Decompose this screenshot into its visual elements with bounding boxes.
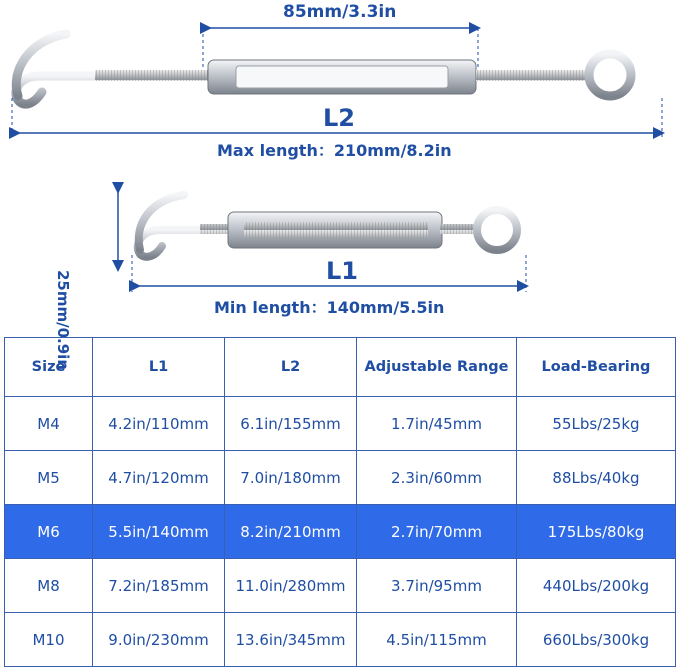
cell-range: 3.7in/95mm xyxy=(357,559,517,613)
min-length-label: Min length：140mm/5.5in xyxy=(214,298,445,317)
cell-load: 440Lbs/200kg xyxy=(517,559,676,613)
cell-l2: 7.0in/180mm xyxy=(225,451,357,505)
header-l2: L2 xyxy=(225,338,357,397)
cell-l1: 9.0in/230mm xyxy=(93,613,225,667)
table-row xyxy=(5,451,676,505)
cell-load: 55Lbs/25kg xyxy=(517,397,676,451)
cell-l1: 7.2in/185mm xyxy=(93,559,225,613)
table-row-highlighted xyxy=(5,505,676,559)
header-size: Size xyxy=(5,338,93,397)
cell-l2: 6.1in/155mm xyxy=(225,397,357,451)
table-row xyxy=(5,613,676,667)
cell-l1: 5.5in/140mm xyxy=(93,505,225,559)
cell-size: M10 xyxy=(5,613,93,667)
cell-l1: 4.2in/110mm xyxy=(93,397,225,451)
l2-label: L2 xyxy=(323,104,355,132)
cell-range: 1.7in/45mm xyxy=(357,397,517,451)
table-header-row xyxy=(5,338,676,397)
spec-table xyxy=(4,337,676,667)
turnbuckle-retracted xyxy=(138,195,517,257)
cell-range: 2.3in/60mm xyxy=(357,451,517,505)
cell-load: 88Lbs/40kg xyxy=(517,451,676,505)
turnbuckle-extended xyxy=(16,34,631,104)
cell-size: M4 xyxy=(5,397,93,451)
cell-l2: 8.2in/210mm xyxy=(225,505,357,559)
cell-l1: 4.7in/120mm xyxy=(93,451,225,505)
l1-label: L1 xyxy=(326,257,358,285)
cell-range: 4.5in/115mm xyxy=(357,613,517,667)
header-load-bearing: Load-Bearing xyxy=(517,338,676,397)
cell-size: M8 xyxy=(5,559,93,613)
cell-load: 660Lbs/300kg xyxy=(517,613,676,667)
body-width-label: 85mm/3.3in xyxy=(283,2,397,22)
diameter-label: 25mm/0.9in xyxy=(54,270,72,371)
table-row xyxy=(5,397,676,451)
cell-size: M6 xyxy=(5,505,93,559)
cell-range: 2.7in/70mm xyxy=(357,505,517,559)
cell-size: M5 xyxy=(5,451,93,505)
cell-l2: 13.6in/345mm xyxy=(225,613,357,667)
header-adjustable-range: Adjustable Range xyxy=(357,338,517,397)
max-length-label: Max length：210mm/8.2in xyxy=(217,141,452,160)
header-l1: L1 xyxy=(93,338,225,397)
table-row xyxy=(5,559,676,613)
cell-l2: 11.0in/280mm xyxy=(225,559,357,613)
cell-load: 175Lbs/80kg xyxy=(517,505,676,559)
